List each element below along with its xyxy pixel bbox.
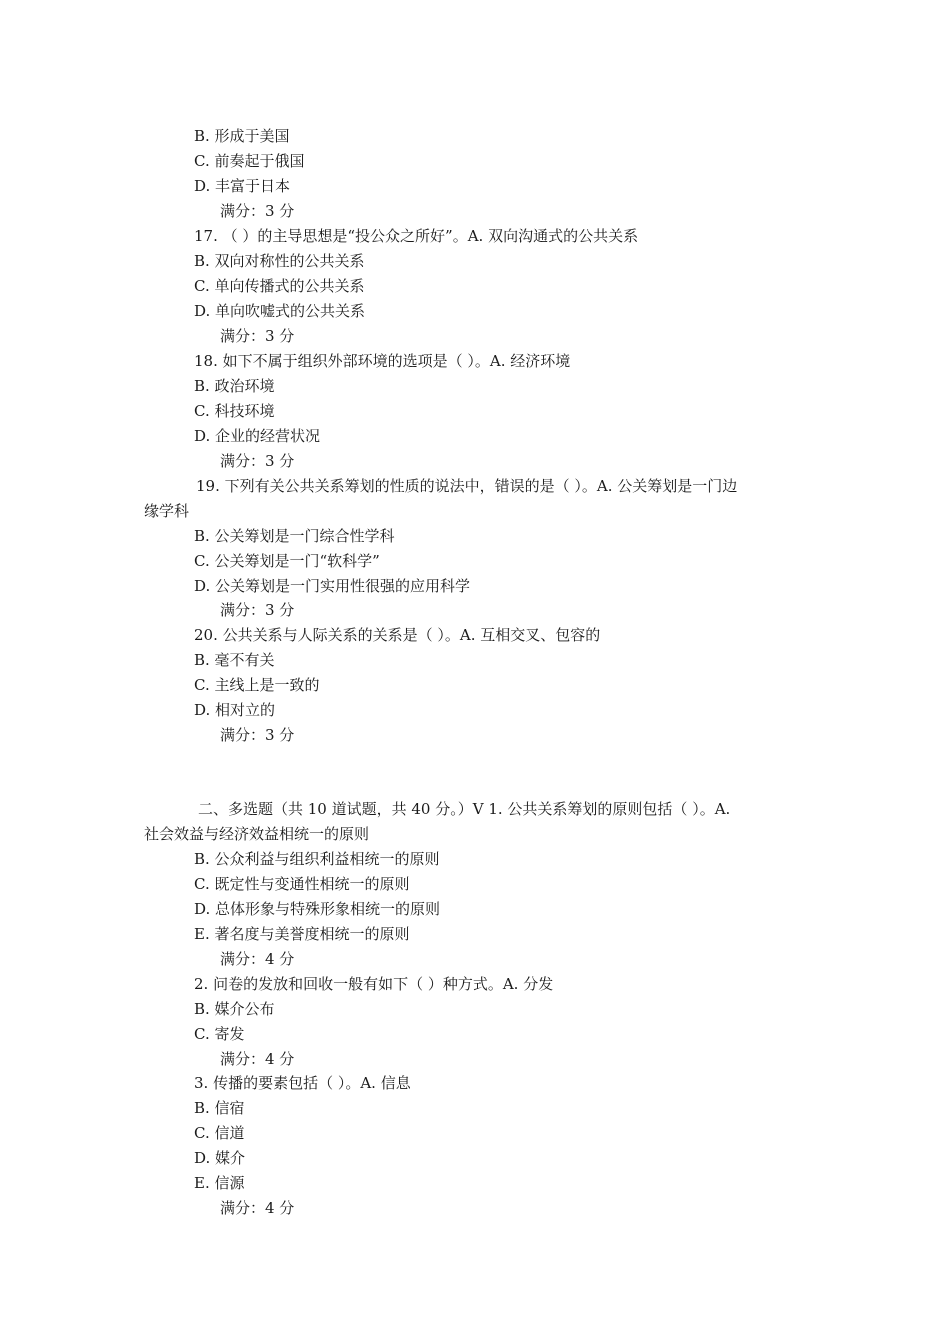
option-line: B. 信宿 <box>194 1099 245 1117</box>
section-heading-line: 二、多选题（共 10 道试题，共 40 分。）V 1. 公共关系筹划的原则包括（ ）。A. <box>198 800 731 818</box>
question-continuation: 缘学科 <box>144 502 190 520</box>
score-line: 满分：3 分 <box>220 601 295 619</box>
option-line: D. 单向吹嘘式的公共关系 <box>194 302 366 320</box>
option-line: D. 相对立的 <box>194 701 276 719</box>
option-line: C. 公关筹划是一门“软科学” <box>194 552 380 570</box>
option-line: D. 企业的经营状况 <box>194 427 321 445</box>
option-line: D. 媒介 <box>194 1149 246 1167</box>
score-line: 满分：4 分 <box>220 1050 295 1068</box>
option-line: B. 形成于美国 <box>194 127 290 145</box>
question-line: 18. 如下不属于组织外部环境的选项是（ ）。A. 经济环境 <box>194 352 571 370</box>
option-line: E. 信源 <box>194 1174 245 1192</box>
question-line: 3. 传播的要素包括（ ）。A. 信息 <box>194 1074 411 1092</box>
score-line: 满分：3 分 <box>220 452 295 470</box>
option-line: D. 总体形象与特殊形象相统一的原则 <box>194 900 441 918</box>
score-line: 满分：4 分 <box>220 950 295 968</box>
score-line: 满分：3 分 <box>220 202 295 220</box>
option-line: B. 双向对称性的公共关系 <box>194 252 365 270</box>
option-line: B. 毫不有关 <box>194 651 275 669</box>
question-continuation: 社会效益与经济效益相统一的原则 <box>144 825 370 843</box>
question-line: 20. 公共关系与人际关系的关系是（ ）。A. 互相交叉、包容的 <box>194 626 601 644</box>
option-line: C. 既定性与变通性相统一的原则 <box>194 875 410 893</box>
option-line: D. 公关筹划是一门实用性很强的应用科学 <box>194 577 471 595</box>
option-line: B. 政治环境 <box>194 377 275 395</box>
option-line: E. 著名度与美誉度相统一的原则 <box>194 925 410 943</box>
score-line: 满分：4 分 <box>220 1199 295 1217</box>
option-line: B. 公众利益与组织利益相统一的原则 <box>194 850 440 868</box>
question-line: 17. （ ）的主导思想是“投公众之所好”。A. 双向沟通式的公共关系 <box>194 227 639 245</box>
option-line: C. 主线上是一致的 <box>194 676 320 694</box>
option-line: B. 公关筹划是一门综合性学科 <box>194 527 395 545</box>
option-line: C. 科技环境 <box>194 402 275 420</box>
question-line: 19. 下列有关公共关系筹划的性质的说法中，错误的是（ ）。A. 公关筹划是一门边 <box>196 477 738 495</box>
option-line: C. 前奏起于俄国 <box>194 152 305 170</box>
score-line: 满分：3 分 <box>220 327 295 345</box>
question-line: 2. 问卷的发放和回收一般有如下（ ）种方式。A. 分发 <box>194 975 554 993</box>
score-line: 满分：3 分 <box>220 726 295 744</box>
option-line: C. 寄发 <box>194 1025 245 1043</box>
option-line: B. 媒介公布 <box>194 1000 275 1018</box>
option-line: D. 丰富于日本 <box>194 177 291 195</box>
option-line: C. 单向传播式的公共关系 <box>194 277 365 295</box>
option-line: C. 信道 <box>194 1124 245 1142</box>
